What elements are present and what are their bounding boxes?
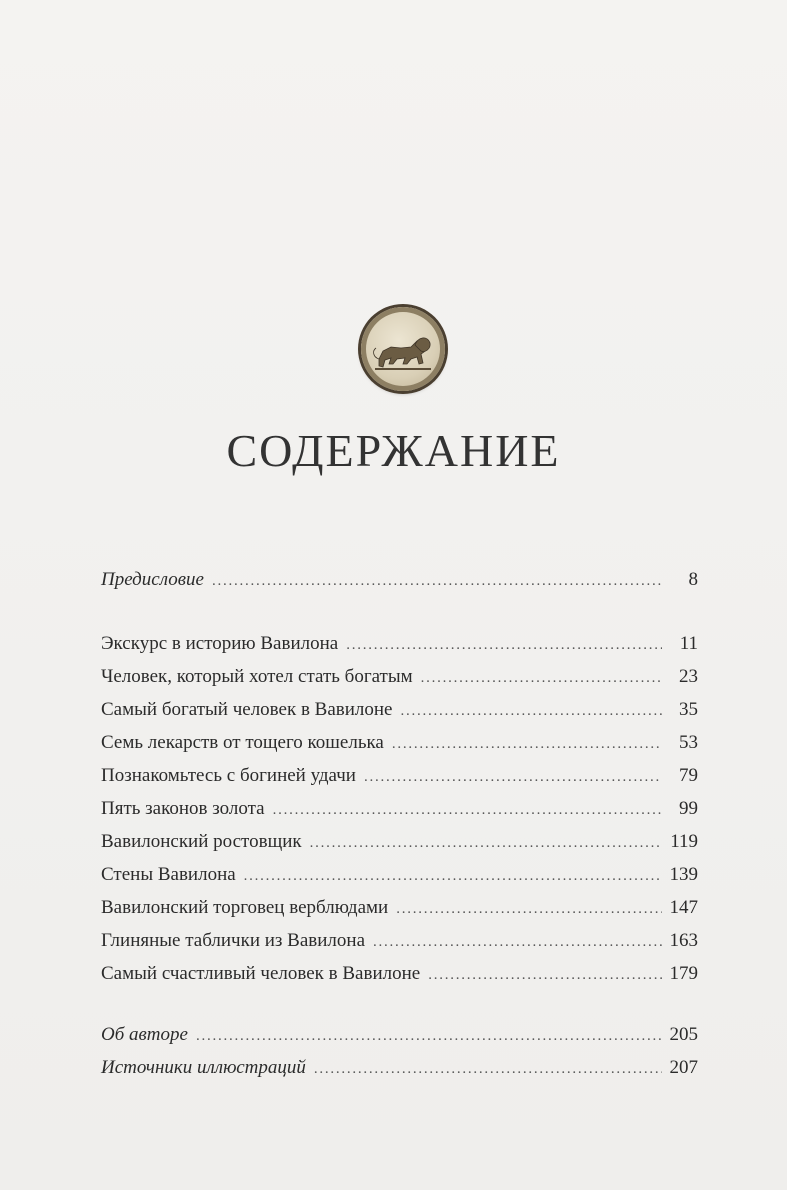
page-title: СОДЕРЖАНИЕ — [226, 425, 561, 476]
dot-leader — [396, 894, 662, 924]
dot-leader — [273, 795, 662, 825]
dot-leader — [310, 828, 662, 858]
toc-entry-illustration-sources[interactable] — [101, 1053, 698, 1083]
toc-entry-page: 147 — [669, 897, 698, 918]
dot-leader — [196, 1021, 662, 1051]
toc-entry-page: 139 — [669, 864, 698, 885]
toc-entry-label: Источники иллюстраций — [101, 1057, 306, 1078]
toc-entry[interactable] — [101, 629, 698, 659]
dot-leader — [373, 927, 662, 957]
toc-entry-page: 205 — [669, 1024, 698, 1045]
dot-leader — [428, 960, 662, 990]
toc-entry-preface[interactable] — [101, 565, 698, 595]
dot-leader — [244, 861, 662, 891]
toc-entry-page: 79 — [679, 765, 698, 786]
toc-entry-page: 8 — [688, 569, 698, 590]
toc-entry-label: Самый богатый человек в Вавилоне — [101, 699, 393, 720]
toc-entry[interactable] — [101, 860, 698, 890]
toc-entry-label: Человек, который хотел стать богатым — [101, 666, 413, 687]
toc-entry[interactable] — [101, 926, 698, 956]
dot-leader — [401, 696, 663, 726]
dot-leader — [421, 663, 662, 693]
toc-entry-page: 179 — [669, 963, 698, 984]
dot-leader — [314, 1054, 662, 1084]
dot-leader — [392, 729, 662, 759]
toc-entry-page: 35 — [679, 699, 698, 720]
toc-entry[interactable] — [101, 794, 698, 824]
toc-entry-label: Предисловие — [101, 569, 204, 590]
toc-entry[interactable] — [101, 695, 698, 725]
toc-entry-label: Семь лекарств от тощего кошелька — [101, 732, 384, 753]
dot-leader — [346, 630, 662, 660]
dot-leader — [212, 566, 662, 596]
toc-entry[interactable] — [101, 662, 698, 692]
toc-entry-page: 11 — [679, 633, 698, 654]
toc-entry-label: Экскурс в историю Вавилона — [101, 633, 339, 654]
toc-entry[interactable] — [101, 761, 698, 791]
toc-entry-label: Познакомьтесь с богиней удачи — [101, 765, 356, 786]
toc-entry[interactable] — [101, 959, 698, 989]
toc-entry-label: Глиняные таблички из Вавилона — [101, 930, 365, 951]
dot-leader — [364, 762, 662, 792]
toc-entry[interactable] — [101, 827, 698, 857]
toc-entry-label: Вавилонский торговец верблюдами — [101, 897, 389, 918]
toc-entry-label: Стены Вавилона — [101, 864, 236, 885]
lion-coin-icon — [361, 307, 445, 391]
toc-entry-page: 207 — [669, 1057, 698, 1078]
toc-entry-page: 119 — [670, 831, 698, 852]
toc-entry-page: 99 — [679, 798, 698, 819]
toc-entry-page: 53 — [679, 732, 698, 753]
toc-entry[interactable] — [101, 728, 698, 758]
toc-entry-page: 163 — [669, 930, 698, 951]
toc-entry-label: Вавилонский ростовщик — [101, 831, 302, 852]
toc-entry-page: 23 — [679, 666, 698, 687]
toc-entry-about-author[interactable] — [101, 1020, 698, 1050]
toc-entry-label: Об авторе — [101, 1024, 188, 1045]
toc-entry-label: Пять законов золота — [101, 798, 265, 819]
toc-entry[interactable] — [101, 893, 698, 923]
toc-entry-label: Самый счастливый человек в Вавилоне — [101, 963, 421, 984]
